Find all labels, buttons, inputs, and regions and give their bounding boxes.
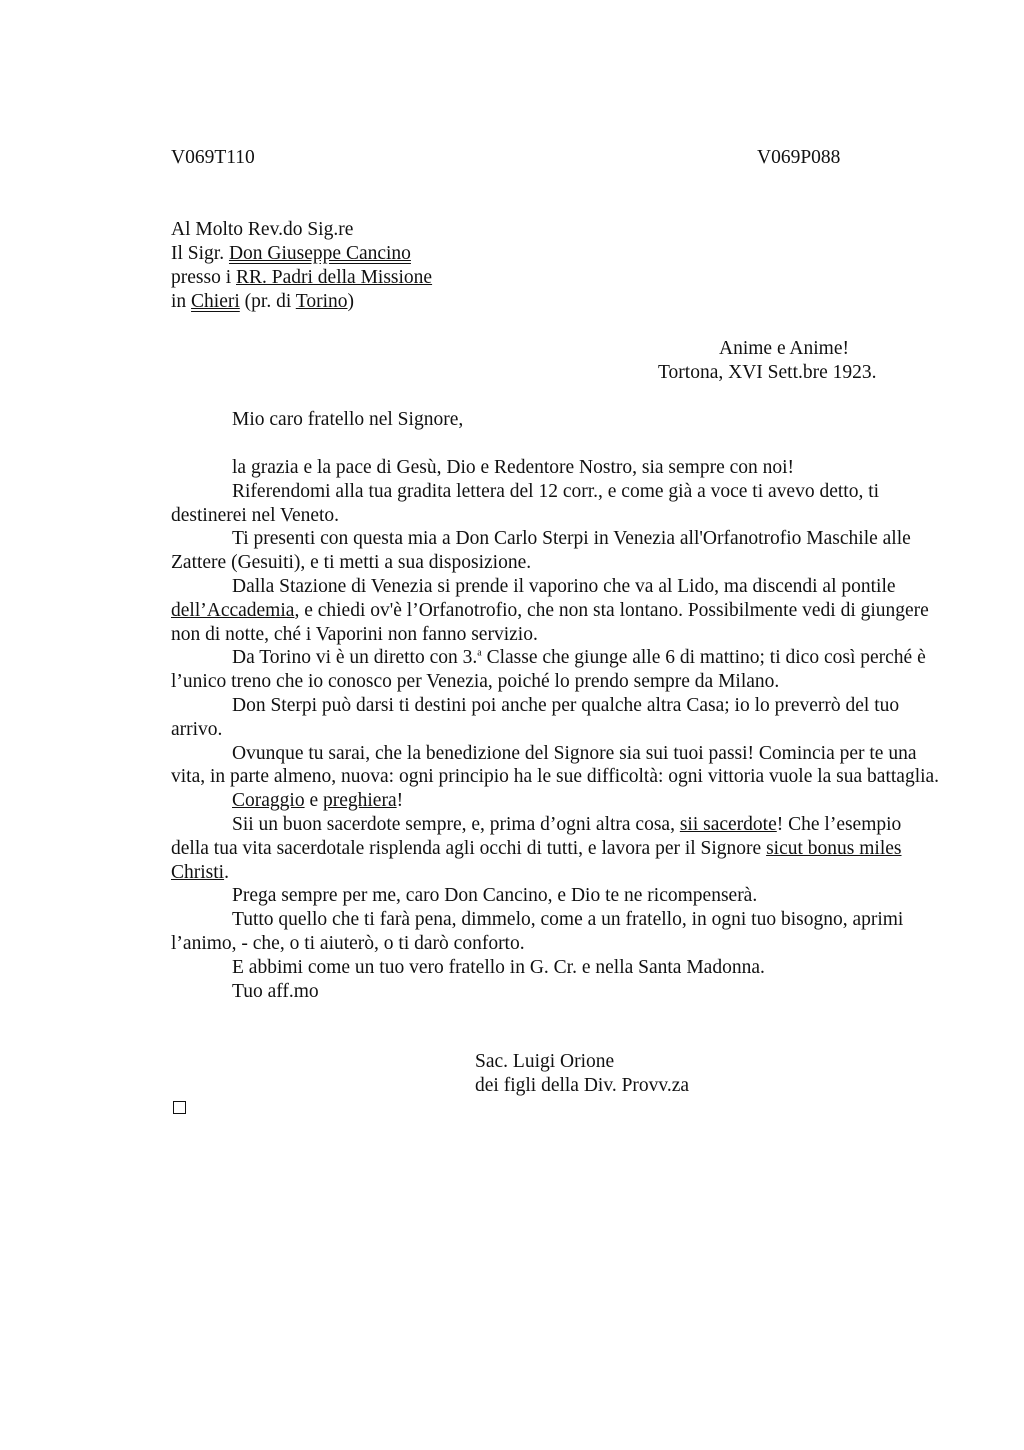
paragraph-10: Prega sempre per me, caro Don Cancino, e Dio te ne ricompenserà. — [232, 885, 758, 907]
paragraph-9 — [171, 813, 941, 884]
paragraph-4 — [171, 575, 941, 646]
address-suffix: ) — [347, 291, 354, 312]
paragraph-1: la grazia e la pace di Gesù, Dio e Redentore Nostro, sia sempre con noi! — [232, 457, 795, 478]
paragraph-9-text: Sii un buon sacerdote sempre, e, prima d’ogni altra cosa, — [232, 813, 680, 835]
pontile-name: dell’Accademia — [171, 599, 295, 621]
recipient-institution: RR. Padri della Missione — [236, 267, 433, 288]
exhortation-prayer: preghiera — [322, 790, 397, 812]
paragraph-3: Ti presenti con questa mia a Don Carlo Sterpi in Venezia all'Orfanotrofio Maschile alle Zattere (Gesuiti), e ti metti a sua disposizione. — [171, 528, 911, 574]
address-prefix: Il Sigr. — [171, 243, 229, 264]
paragraph-5-text: Da Torino vi è un diretto con 3. — [232, 647, 478, 669]
paragraph-8-end: ! — [396, 790, 404, 812]
paragraph-11: Tutto quello che ti farà pena, dimmelo, come a un fratello, in ogni tuo bisogno, aprimi l’animo, - che, o ti aiuterò, o ti darò conforto. — [171, 909, 904, 954]
paragraph-2: Riferendomi alla tua gradita lettera del 12 corr., e come già a voce ti avevo detto, ti destinerei nel Veneto. — [171, 480, 880, 526]
exhortation-courage: Coraggio — [232, 790, 305, 812]
paragraph-9-end: . — [224, 861, 229, 883]
signature-name: Sac. Luigi Orione — [475, 1051, 615, 1072]
paragraph-7: Ovunque tu sarai, che la benedizione del Signore sia sui tuoi passi! Comincia per te una vita, in parte almeno, nuova: ogni principio ha le sue difficoltà: ogni vittoria vuole la sua battaglia. — [171, 742, 940, 788]
latin-quote: sicut bonus miles Christi — [171, 837, 902, 883]
paragraph-4-text: Dalla Stazione di Venezia si prende il vaporino che va al Lido, ma discendi al pontile — [232, 575, 896, 597]
paragraph-12: E abbimi come un tuo vero fratello in G. Cr. e nella Santa Madonna. — [232, 956, 765, 978]
motto: Anime e Anime! — [719, 338, 849, 359]
address-line-4 — [171, 290, 354, 314]
document-code-left: V069T110 — [171, 147, 255, 168]
address-line-1: Al Molto Rev.do Sig.re — [171, 219, 354, 240]
address-line-2 — [171, 242, 411, 266]
paragraph-8-mid: e — [304, 790, 323, 812]
paragraph-6: Don Sterpi può darsi ti destini poi anche per qualche altra Casa; io lo preverrò del tuo arrivo. — [171, 694, 900, 740]
address-line-3 — [171, 266, 432, 290]
paragraph-5 — [171, 646, 941, 694]
ordinal-superscript: a — [477, 647, 482, 659]
letter-date: Tortona, XVI Sett.bre 1923. — [658, 362, 877, 383]
paragraph-5-text-end: Classe che giunge alle 6 di mattino; ti dico così perché è l’unico treno che io conosco per Venezia, poiché lo prendo sempre da Milano. — [171, 647, 926, 693]
salutation: Mio caro fratello nel Signore, — [232, 409, 464, 430]
paragraph-4-text-end: , e chiedi ov'è l’Orfanotrofio, che non sta lontano. Possibilmente vedi di giungere non di notte, ché i Vaporini non fanno servizio. — [171, 599, 929, 645]
paragraph-9-text-mid: ! Che l’esempio della tua vita sacerdotale risplenda agli occhi di tutti, e lavora per il Signore — [171, 813, 902, 859]
address-mid: (pr. di — [239, 291, 296, 312]
signature-title: dei figli della Div. Provv.za — [475, 1075, 690, 1096]
recipient-name: Don Giuseppe Cancino — [228, 243, 411, 264]
recipient-province: Torino — [295, 291, 348, 312]
document-code-right: V069P088 — [757, 147, 841, 168]
emphasis-sacerdote: sii sacerdote — [679, 813, 777, 835]
paragraph-8 — [171, 789, 941, 813]
closing: Tuo aff.mo — [232, 980, 319, 1002]
recipient-city: Chieri — [191, 291, 240, 312]
address-prefix: presso i — [171, 267, 236, 288]
letter-body — [171, 456, 941, 1003]
address-prefix: in — [171, 291, 192, 312]
empty-square-icon — [173, 1101, 186, 1114]
